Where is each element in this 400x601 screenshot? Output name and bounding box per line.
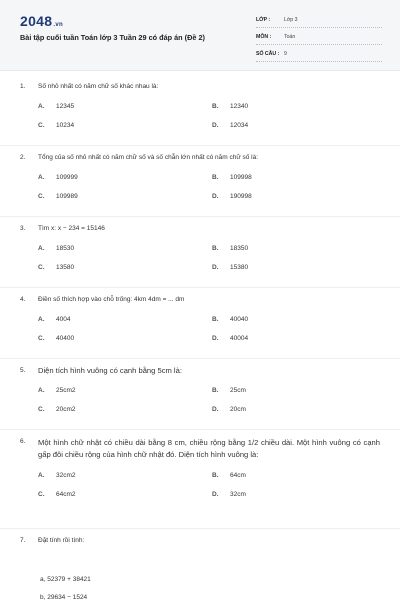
meta-label: MÔN : xyxy=(256,34,272,40)
calc-line-b: b, 29634 − 1524 xyxy=(40,594,88,601)
question-4 xyxy=(20,295,380,354)
logo-tld: .vn xyxy=(53,22,63,28)
question-text: Đặt tính rồi tính: xyxy=(38,537,85,544)
question-7 xyxy=(20,536,380,545)
question-divider xyxy=(0,216,400,217)
answer-options xyxy=(38,174,380,212)
question-divider xyxy=(0,429,400,430)
option-d[interactable]: D. 190998 xyxy=(212,193,252,200)
logo-main: 2048 xyxy=(20,13,53,29)
meta-value: Toán xyxy=(284,34,296,40)
question-text: Tổng của số nhỏ nhất có năm chữ số và số chẵn lớn nhất có năm chữ số là: xyxy=(38,154,259,161)
question-number: 5. xyxy=(20,367,26,374)
answer-options xyxy=(38,103,380,141)
answer-options xyxy=(38,387,380,425)
meta-value: 9 xyxy=(284,51,287,57)
option-c[interactable]: C. 10234 xyxy=(38,122,75,129)
option-b[interactable]: B. 25cm xyxy=(212,387,246,394)
option-c[interactable]: C. 13580 xyxy=(38,264,75,271)
question-number: 3. xyxy=(20,225,26,232)
option-a[interactable]: A. 109999 xyxy=(38,174,78,181)
question-number: 7. xyxy=(20,537,26,544)
option-a[interactable]: A. 12345 xyxy=(38,103,75,110)
option-d[interactable]: D. 20cm xyxy=(212,406,246,413)
option-a[interactable]: A. 4004 xyxy=(38,316,71,323)
option-a[interactable]: A. 25cm2 xyxy=(38,387,76,394)
option-a[interactable]: A. 32cm2 xyxy=(38,472,76,479)
meta-row-class xyxy=(256,13,382,28)
question-1 xyxy=(20,82,380,141)
option-b[interactable]: B. 64cm xyxy=(212,472,246,479)
question-text: Tìm x: x − 234 = 15146 xyxy=(38,225,105,232)
option-d[interactable]: D. 15380 xyxy=(212,264,249,271)
option-d[interactable]: D. 40004 xyxy=(212,335,249,342)
document-header xyxy=(0,0,400,71)
option-c[interactable]: C. 109989 xyxy=(38,193,78,200)
answer-options xyxy=(38,316,380,354)
option-a[interactable]: A. 18530 xyxy=(38,245,75,252)
option-b[interactable]: B. 40040 xyxy=(212,316,249,323)
question-3 xyxy=(20,224,380,283)
option-d[interactable]: D. 32cm xyxy=(212,491,246,498)
question-number: 4. xyxy=(20,296,26,303)
calc-line-a: a, 52379 + 38421 xyxy=(40,576,91,583)
site-logo[interactable] xyxy=(20,13,63,29)
meta-label: SỐ CÂU : xyxy=(256,51,280,57)
question-5 xyxy=(20,366,380,425)
question-2 xyxy=(20,153,380,212)
question-text: Một hình chữ nhật có chiều dài bằng 8 cm, chiều rộng bằng 1/2 chiều dài. Một hình vuông có cạnh gấp đôi chiều rộng của hình chữ nhật đó. Diện tích hình vuông là: xyxy=(38,438,380,459)
question-6 xyxy=(20,437,380,510)
meta-label: LỚP : xyxy=(256,17,271,23)
document-title: Bài tập cuối tuần Toán lớp 3 Tuần 29 có đáp án (Đề 2) xyxy=(20,33,205,42)
question-text: Số nhỏ nhất có năm chữ số khác nhau là: xyxy=(38,83,159,90)
document-meta xyxy=(256,13,382,64)
question-divider xyxy=(0,528,400,529)
answer-options xyxy=(38,245,380,283)
question-text: Diện tích hình vuông có cạnh bằng 5cm là: xyxy=(38,366,182,375)
question-text: Điền số thích hợp vào chỗ trống: 4km 4dm = ... dm xyxy=(38,296,185,303)
option-b[interactable]: B. 18350 xyxy=(212,245,249,252)
question-divider xyxy=(0,287,400,288)
question-number: 2. xyxy=(20,154,26,161)
meta-value: Lớp 3 xyxy=(284,17,298,23)
option-c[interactable]: C. 64cm2 xyxy=(38,491,76,498)
meta-row-question-count xyxy=(256,47,382,62)
question-number: 1. xyxy=(20,83,26,90)
option-b[interactable]: B. 109998 xyxy=(212,174,252,181)
meta-row-subject xyxy=(256,30,382,45)
option-c[interactable]: C. 20cm2 xyxy=(38,406,76,413)
question-number: 6. xyxy=(20,438,26,445)
option-d[interactable]: D. 12034 xyxy=(212,122,249,129)
question-divider xyxy=(0,358,400,359)
answer-options xyxy=(38,472,380,510)
option-c[interactable]: C. 40400 xyxy=(38,335,75,342)
question-divider xyxy=(0,145,400,146)
option-b[interactable]: B. 12340 xyxy=(212,103,249,110)
